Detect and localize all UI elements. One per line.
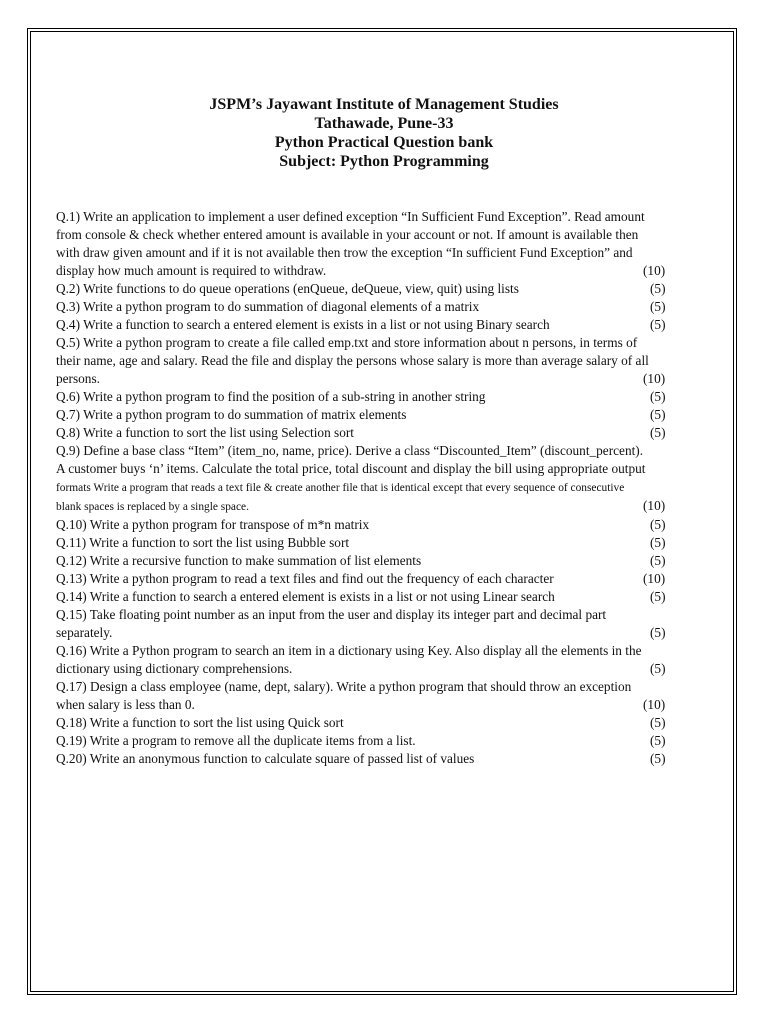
question-marks: (10) <box>643 498 666 513</box>
question-item <box>56 388 724 406</box>
question-marks: (5) <box>650 317 666 332</box>
question-item <box>56 606 724 642</box>
question-line <box>56 388 724 406</box>
question-line <box>56 478 724 497</box>
subject-title: Subject: Python Programming <box>279 153 489 170</box>
question-line <box>56 588 724 606</box>
question-text: Q.7) Write a python program to do summation of matrix elements <box>56 407 407 422</box>
institute-name: JSPM’s Jayawant Institute of Management Studies <box>209 96 559 113</box>
question-text: Q.17) Design a class employee (name, dept, salary). Write a python program that should throw an exception <box>56 679 632 694</box>
question-text: A customer buys ‘n’ items. Calculate the total price, total discount and display the bill using appropriate output <box>56 461 646 476</box>
question-text: display how much amount is required to withdraw. <box>56 263 327 278</box>
question-marks: (10) <box>643 371 666 386</box>
question-marks: (5) <box>650 553 666 568</box>
question-line <box>56 442 724 460</box>
question-line <box>56 226 724 244</box>
question-text: Q.11) Write a function to sort the list using Bubble sort <box>56 535 350 550</box>
question-text: Q.18) Write a function to sort the list using Quick sort <box>56 715 344 730</box>
question-line <box>56 334 724 352</box>
question-marks: (5) <box>650 389 666 404</box>
question-marks: (5) <box>650 299 666 314</box>
question-line <box>56 406 724 424</box>
question-item <box>56 714 724 732</box>
question-line <box>56 460 724 478</box>
question-line <box>56 660 724 678</box>
question-text: Q.15) Take floating point number as an input from the user and display its integer part and decimal part <box>56 607 607 622</box>
question-text: Q.3) Write a python program to do summation of diagonal elements of a matrix <box>56 299 480 314</box>
question-marks: (5) <box>650 589 666 604</box>
question-list <box>56 208 724 768</box>
question-marks: (5) <box>650 535 666 550</box>
question-line <box>56 208 724 226</box>
question-text: Q.1) Write an application to implement a user defined exception “In Sufficient Fund Exception”. Read amount <box>56 209 645 224</box>
question-item <box>56 750 724 768</box>
question-line <box>56 424 724 442</box>
question-line <box>56 606 724 624</box>
question-marks: (5) <box>650 281 666 296</box>
question-line <box>56 497 724 516</box>
question-line <box>56 678 724 696</box>
question-item <box>56 334 724 388</box>
question-item <box>56 208 724 280</box>
question-marks: (5) <box>650 407 666 422</box>
question-marks: (5) <box>650 751 666 766</box>
question-item <box>56 588 724 606</box>
question-line <box>56 642 724 660</box>
question-marks: (5) <box>650 733 666 748</box>
question-marks: (5) <box>650 715 666 730</box>
question-item <box>56 642 724 678</box>
question-item <box>56 442 724 516</box>
question-text: with draw given amount and if it is not available then trow the exception “In sufficient Fund Exception” and <box>56 245 633 260</box>
question-marks: (10) <box>643 571 666 586</box>
question-line <box>56 750 724 768</box>
question-line <box>56 298 724 316</box>
question-text: Q.5) Write a python program to create a file called emp.txt and store information about n persons, in terms of <box>56 335 638 350</box>
question-line <box>56 552 724 570</box>
question-item <box>56 316 724 334</box>
question-line <box>56 534 724 552</box>
question-line <box>56 352 724 370</box>
question-item <box>56 280 724 298</box>
document-title: Python Practical Question bank <box>274 134 494 151</box>
question-text: their name, age and salary. Read the file and display the persons whose salary is more than average salary of all <box>56 353 649 368</box>
question-item <box>56 732 724 750</box>
question-line <box>56 696 724 714</box>
question-text: persons. <box>56 371 100 386</box>
question-text: Q.13) Write a python program to read a text files and find out the frequency of each character <box>56 571 554 586</box>
question-item <box>56 552 724 570</box>
question-marks: (5) <box>650 661 666 676</box>
document-header <box>0 95 768 171</box>
question-item <box>56 516 724 534</box>
question-text: formats Write a program that reads a text file & create another file that is identical except that every sequence of consecutive <box>56 482 625 494</box>
question-text: Q.10) Write a python program for transpose of m*n matrix <box>56 517 370 532</box>
question-line <box>56 316 724 334</box>
question-item <box>56 570 724 588</box>
question-text: Q.9) Define a base class “Item” (item_no, name, price). Derive a class “Discounted_Item” (discount_percent). <box>56 443 644 458</box>
question-line <box>56 262 724 280</box>
question-line <box>56 624 724 642</box>
question-marks: (10) <box>643 697 666 712</box>
question-marks: (5) <box>650 625 666 640</box>
question-text: blank spaces is replaced by a single space. <box>56 501 249 513</box>
question-marks: (5) <box>650 517 666 532</box>
question-text: Q.2) Write functions to do queue operations (enQueue, deQueue, view, quit) using lists <box>56 281 519 296</box>
question-item <box>56 678 724 714</box>
question-text: Q.19) Write a program to remove all the duplicate items from a list. <box>56 733 416 748</box>
question-text: Q.14) Write a function to search a entered element is exists in a list or not using Linear search <box>56 589 555 604</box>
institute-location: Tathawade, Pune-33 <box>314 115 454 132</box>
question-line <box>56 516 724 534</box>
question-item <box>56 534 724 552</box>
question-text: Q.8) Write a function to sort the list using Selection sort <box>56 425 354 440</box>
question-marks: (5) <box>650 425 666 440</box>
question-line <box>56 714 724 732</box>
question-text: Q.20) Write an anonymous function to calculate square of passed list of values <box>56 751 475 766</box>
question-item <box>56 298 724 316</box>
question-line <box>56 280 724 298</box>
question-item <box>56 406 724 424</box>
question-text: dictionary using dictionary comprehensions. <box>56 661 293 676</box>
question-line <box>56 570 724 588</box>
question-text: Q.16) Write a Python program to search an item in a dictionary using Key. Also display all the elements in the <box>56 643 642 658</box>
question-item <box>56 424 724 442</box>
question-marks: (10) <box>643 263 666 278</box>
question-text: when salary is less than 0. <box>56 697 195 712</box>
question-line <box>56 244 724 262</box>
question-line <box>56 370 724 388</box>
question-line <box>56 732 724 750</box>
question-text: Q.4) Write a function to search a entered element is exists in a list or not using Binary search <box>56 317 550 332</box>
question-text: from console & check whether entered amount is available in your account or not. If amount is available then <box>56 227 639 242</box>
question-text: Q.12) Write a recursive function to make summation of list elements <box>56 553 422 568</box>
question-text: Q.6) Write a python program to find the position of a sub-string in another string <box>56 389 486 404</box>
question-text: separately. <box>56 625 113 640</box>
